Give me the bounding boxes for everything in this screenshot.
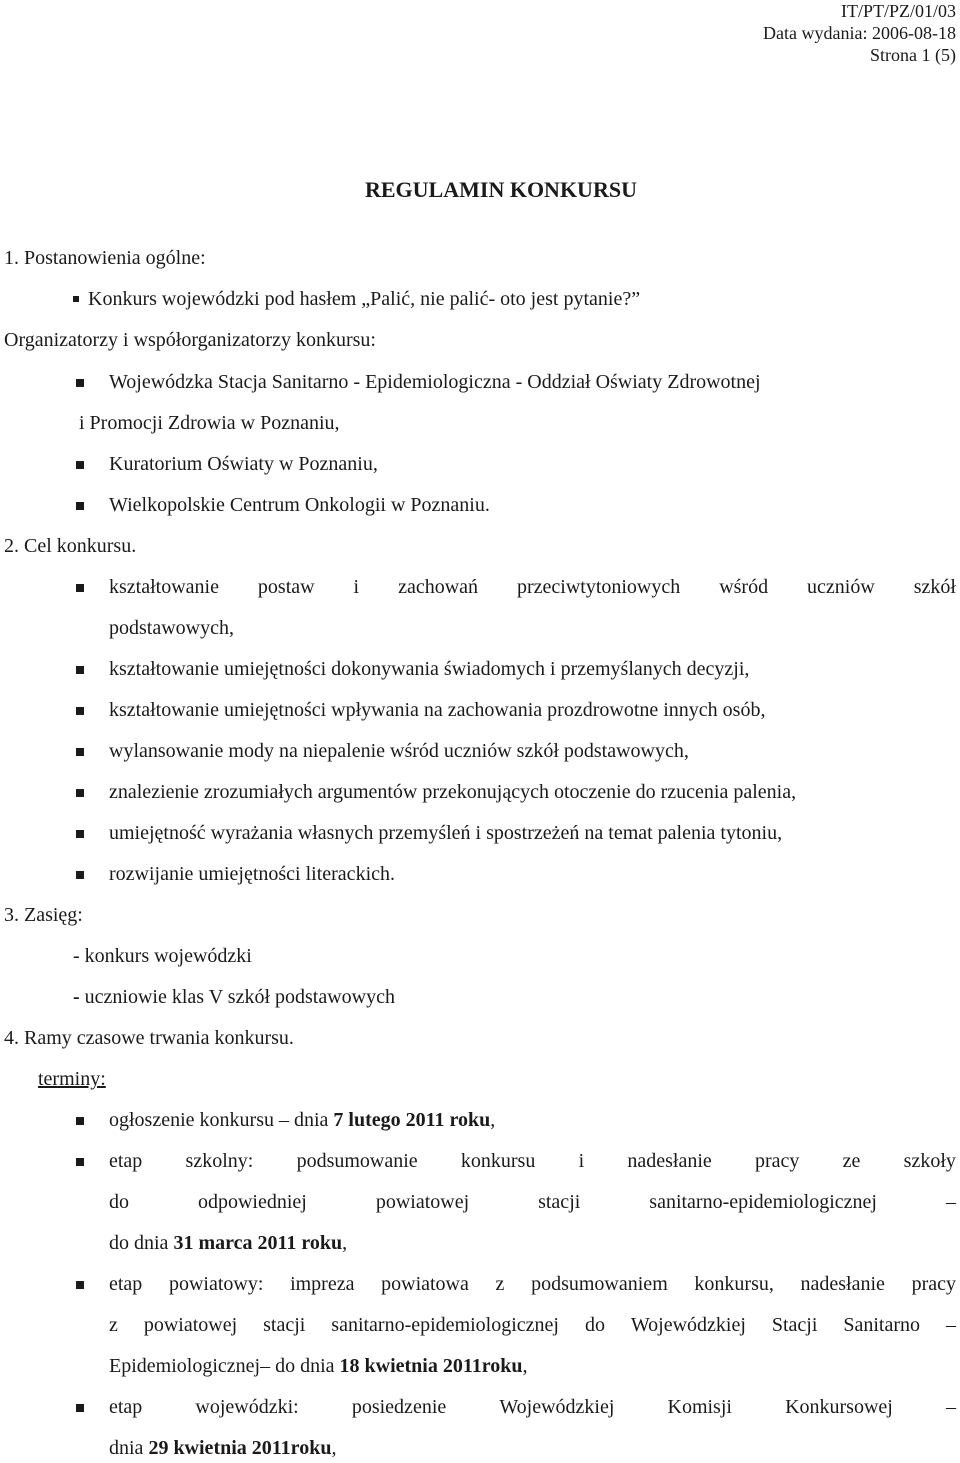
term-4-line-2 [109, 1434, 336, 1462]
word: podsumowanie [296, 1150, 418, 1172]
word: Sanitarno [843, 1314, 921, 1336]
word: powiatowej [143, 1314, 238, 1336]
word: odpowiedniej [197, 1191, 307, 1213]
word: impreza [290, 1273, 355, 1295]
organizers-heading: Organizatorzy i współorganizatorzy konkursu: [4, 329, 376, 351]
term-3-date: 18 kwietnia 2011roku [339, 1355, 523, 1377]
word: szkoły [903, 1150, 956, 1172]
bullet-icon [76, 707, 84, 715]
word: kształtowanie [109, 576, 219, 598]
word: zachowań [398, 576, 479, 598]
term-3-line-3 [109, 1352, 528, 1380]
bullet-icon [76, 666, 84, 674]
bullet-icon [73, 296, 79, 302]
word: Komisji [667, 1396, 732, 1418]
word: z [495, 1273, 505, 1295]
section-2-heading: 2. Cel konkursu. [4, 535, 137, 557]
goal-1-line-2: podstawowych, [109, 617, 234, 639]
word: nadesłanie [800, 1273, 885, 1295]
term-4-end: , [331, 1437, 337, 1459]
scope-text: uczniowie klas V szkół podstawowych [79, 986, 395, 1008]
word: stacji [263, 1314, 306, 1336]
term-4-date: 29 kwietnia 2011roku [148, 1437, 332, 1459]
page-number: Strona 1 (5) [870, 45, 956, 65]
goal-3: kształtowanie umiejętności wpływania na zachowania prozdrowotne innych osób, [109, 699, 766, 721]
word: konkursu, [694, 1273, 774, 1295]
document-title: REGULAMIN KONKURSU [365, 177, 637, 202]
term-3-end: , [522, 1355, 528, 1377]
document-code: IT/PT/PZ/01/03 [840, 1, 956, 21]
scope-line-2 [73, 983, 395, 1011]
bullet-icon [76, 1158, 84, 1166]
term-1 [109, 1106, 495, 1134]
term-1-date: 7 lutego 2011 roku [333, 1109, 491, 1131]
bullet-icon [76, 748, 84, 756]
section-3-heading: 3. Zasięg: [4, 904, 83, 926]
term-2-line-2 [109, 1188, 956, 1216]
bullet-icon [76, 379, 84, 387]
terms-label: terminy: [38, 1068, 106, 1090]
word: – [945, 1396, 956, 1418]
bullet-icon [76, 789, 84, 797]
term-1-end: , [490, 1109, 496, 1131]
word: i [353, 576, 360, 598]
word: powiatowy: [168, 1273, 264, 1295]
word: etap [109, 1273, 143, 1295]
term-2-line-3 [109, 1229, 347, 1257]
word: pracy [911, 1273, 956, 1295]
word: Konkursowej [785, 1396, 893, 1418]
word: – [945, 1191, 956, 1213]
word: do [584, 1314, 605, 1336]
word: wśród [719, 576, 769, 598]
word: Wojewódzkiej [630, 1314, 746, 1336]
organizer-3: Wielkopolskie Centrum Onkologii w Poznaniu. [109, 494, 490, 516]
word: Stacji [771, 1314, 818, 1336]
bullet-icon [76, 1117, 84, 1125]
word: stacji [538, 1191, 581, 1213]
section-4-heading: 4. Ramy czasowe trwania konkursu. [4, 1027, 294, 1049]
word: szkolny: [185, 1150, 254, 1172]
word: posiedzenie [351, 1396, 447, 1418]
word: powiatowa [381, 1273, 469, 1295]
word: wojewódzki: [195, 1396, 299, 1418]
word: podsumowaniem [531, 1273, 668, 1295]
word: i [578, 1150, 585, 1172]
word: Wojewódzkiej [499, 1396, 615, 1418]
bullet-icon [76, 1281, 84, 1289]
word: ze [842, 1150, 861, 1172]
word: do [109, 1191, 129, 1213]
scope-dash: - [73, 986, 80, 1008]
word: – [945, 1314, 956, 1336]
goal-6: umiejętność wyrażania własnych przemyśleń i spostrzeżeń na temat palenia tytoniu, [109, 822, 783, 844]
word: szkół [913, 576, 956, 598]
word: konkursu [460, 1150, 536, 1172]
goal-7: rozwijanie umiejętności literackich. [109, 863, 395, 885]
goal-2: kształtowanie umiejętności dokonywania świadomych i przemyślanych decyzji, [109, 658, 750, 680]
term-1-text: ogłoszenie konkursu – dnia [109, 1109, 334, 1131]
contest-name: Konkurs wojewódzki pod hasłem „Palić, nie palić- oto jest pytanie?” [88, 288, 641, 310]
bullet-icon [76, 584, 84, 592]
word: sanitarno-epidemiologicznej [331, 1314, 559, 1336]
bullet-icon [76, 502, 84, 510]
word: powiatowej [375, 1191, 470, 1213]
issue-date: Data wydania: 2006-08-18 [763, 23, 956, 43]
word: uczniów [807, 576, 875, 598]
term-2-date: 31 marca 2011 roku [173, 1232, 343, 1254]
section-1-heading: 1. Postanowienia ogólne: [4, 247, 206, 269]
word: etap [109, 1150, 143, 1172]
term-3-text: Epidemiologicznej– do dnia [109, 1355, 340, 1377]
bullet-icon [76, 830, 84, 838]
term-2-line-1 [109, 1147, 956, 1175]
bullet-icon [76, 461, 84, 469]
term-2-end: , [342, 1232, 348, 1254]
goal-5: znalezienie zrozumiałych argumentów przekonujących otoczenie do rzucenia palenia, [109, 781, 797, 803]
word: etap [109, 1396, 143, 1418]
scope-line-1: - konkurs wojewódzki [73, 945, 252, 967]
term-3-line-1 [109, 1270, 956, 1298]
word: pracy [755, 1150, 800, 1172]
bullet-icon [76, 871, 84, 879]
word: postaw [257, 576, 315, 598]
term-3-line-2 [109, 1311, 956, 1339]
goal-4: wylansowanie mody na niepalenie wśród uczniów szkół podstawowych, [109, 740, 689, 762]
organizer-1-line-2: i Promocji Zdrowia w Poznaniu, [79, 412, 340, 434]
term-2-text: do dnia [109, 1232, 174, 1254]
bullet-icon [76, 1404, 84, 1412]
word: sanitarno-epidemiologicznej [649, 1191, 877, 1213]
term-4-text: dnia [109, 1437, 149, 1459]
goal-1-line-1 [109, 573, 956, 601]
term-4-line-1 [109, 1393, 956, 1421]
word: nadesłanie [627, 1150, 712, 1172]
word: z [109, 1314, 118, 1336]
organizer-2: Kuratorium Oświaty w Poznaniu, [109, 453, 378, 475]
word: przeciwtytoniowych [516, 576, 681, 598]
organizer-1-line-1: Wojewódzka Stacja Sanitarno - Epidemiologiczna - Oddział Oświaty Zdrowotnej [109, 371, 761, 393]
